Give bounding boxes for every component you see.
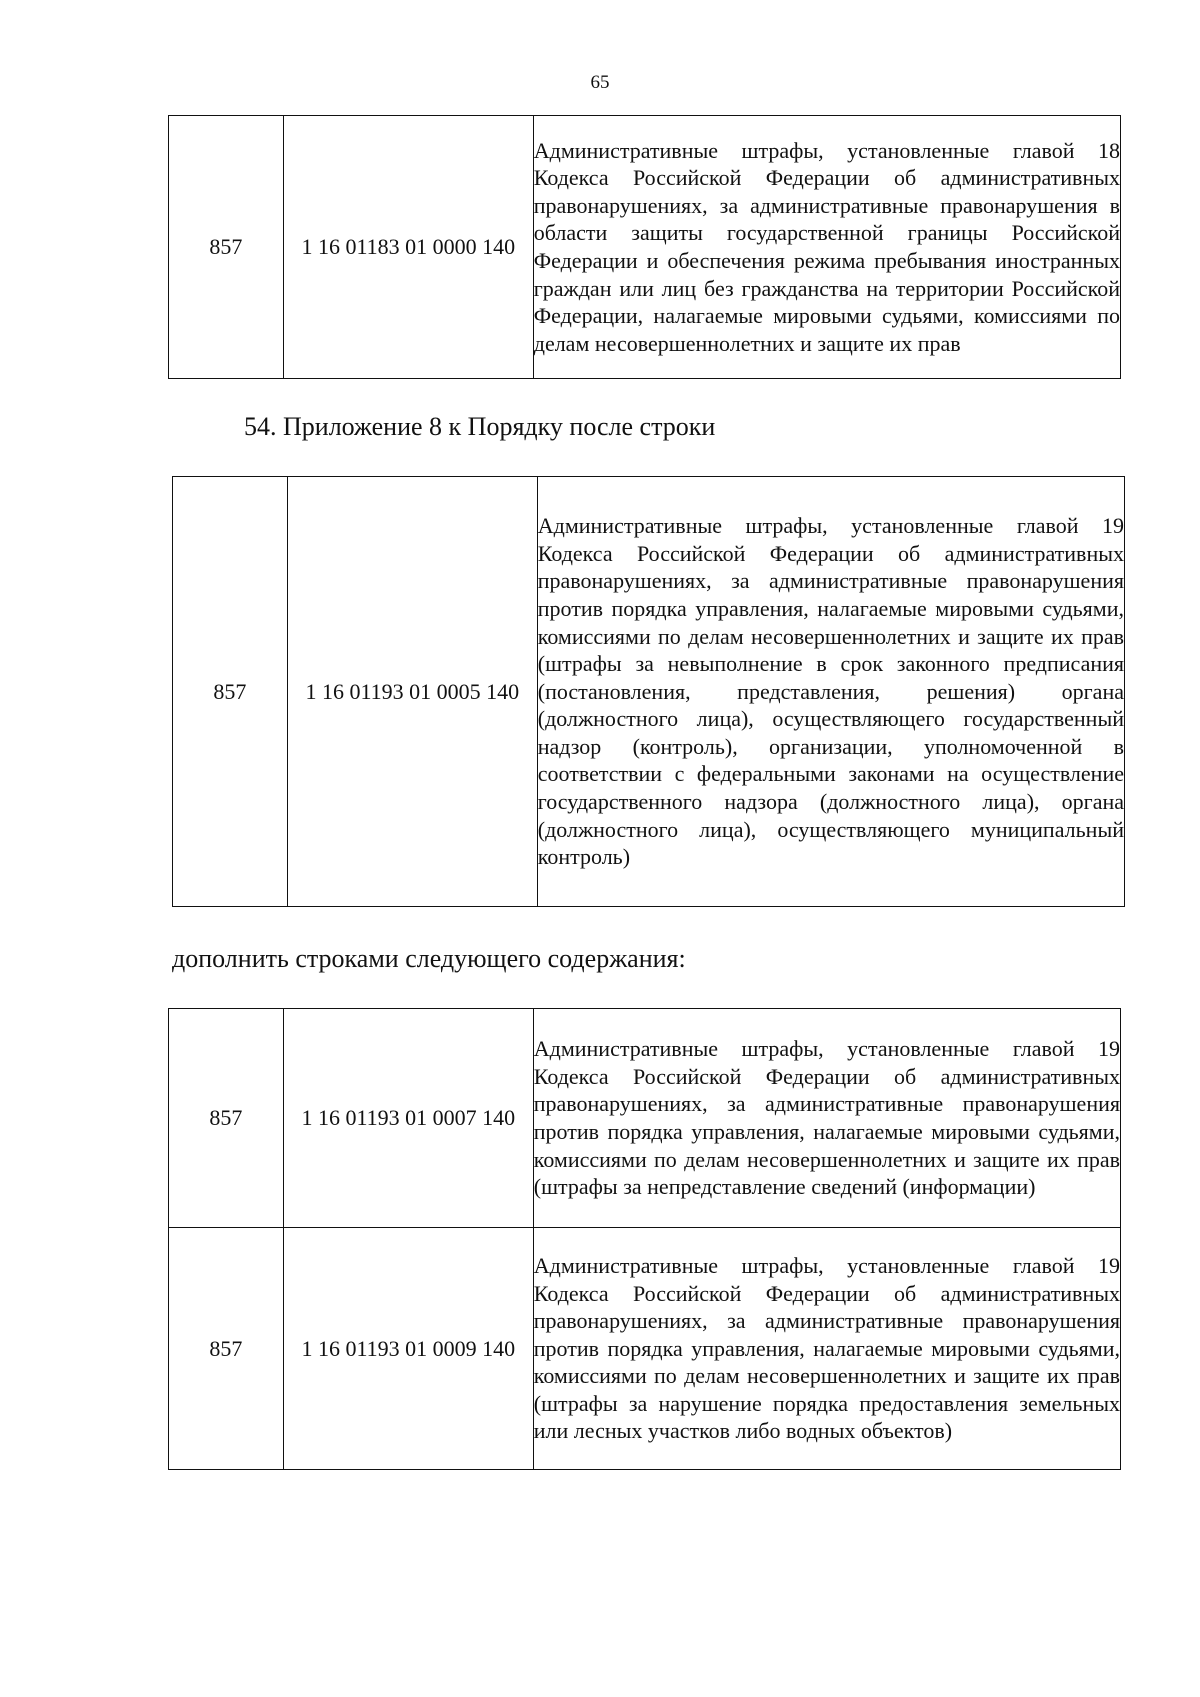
description-cell: Административные штрафы, установленные главой 19 Кодекса Российской Федерации об административных правонарушениях, за административные правонарушения против порядка управления, налагаемые мировыми судьями, комиссиями по делам несовершеннолетних и защите их прав (штрафы за нарушение порядка предоставления земельных или лесных участков либо водных объектов) — [533, 1228, 1120, 1470]
kbk-code-cell: 1 16 01193 01 0005 140 — [287, 477, 537, 907]
description-cell: Административные штрафы, установленные главой 19 Кодекса Российской Федерации об административных правонарушениях, за административные правонарушения против порядка управления, налагаемые мировыми судьями, комиссиями по делам несовершеннолетних и защите их прав (штрафы за невыполнение в срок законного предписания (постановления, представления, решения) органа (должностного лица), осуществляющего государственный надзор (контроль), организации, уполномоченной в соответствии с федеральными законами на осуществление государственного надзора (должностного лица), органа (должностного лица), осуществляющего муниципальный контроль) — [537, 477, 1124, 907]
table-1 — [168, 115, 1121, 379]
section-heading: 54. Приложение 8 к Порядку после строки — [244, 412, 716, 441]
description-cell: Административные штрафы, установленные главой 18 Кодекса Российской Федерации об административных правонарушениях, за административные правонарушения в области защиты государственной границы Российской Федерации и обеспечения режима пребывания иностранных граждан или лиц без гражданства на территории Российской Федерации, налагаемые мировыми судьями, комиссиями по делам несовершеннолетних и защите их прав — [533, 116, 1120, 379]
table-2 — [172, 476, 1125, 907]
budget-code-cell: 857 — [169, 1009, 284, 1228]
table-row — [169, 116, 1121, 379]
kbk-code-cell: 1 16 01193 01 0009 140 — [283, 1228, 533, 1470]
supplement-heading: дополнить строками следующего содержания: — [172, 944, 686, 973]
page-number: 65 — [590, 72, 610, 93]
table-row — [169, 1009, 1121, 1228]
description-cell: Административные штрафы, установленные главой 19 Кодекса Российской Федерации об административных правонарушениях, за административные правонарушения против порядка управления, налагаемые мировыми судьями, комиссиями по делам несовершеннолетних и защите их прав (штрафы за непредставление сведений (информации) — [533, 1009, 1120, 1228]
table-row — [173, 477, 1125, 907]
table-3 — [168, 1008, 1121, 1470]
budget-code-cell: 857 — [173, 477, 288, 907]
table-row — [169, 1228, 1121, 1470]
budget-code-cell: 857 — [169, 1228, 284, 1470]
kbk-code-cell: 1 16 01193 01 0007 140 — [283, 1009, 533, 1228]
budget-code-cell: 857 — [169, 116, 284, 379]
kbk-code-cell: 1 16 01183 01 0000 140 — [283, 116, 533, 379]
